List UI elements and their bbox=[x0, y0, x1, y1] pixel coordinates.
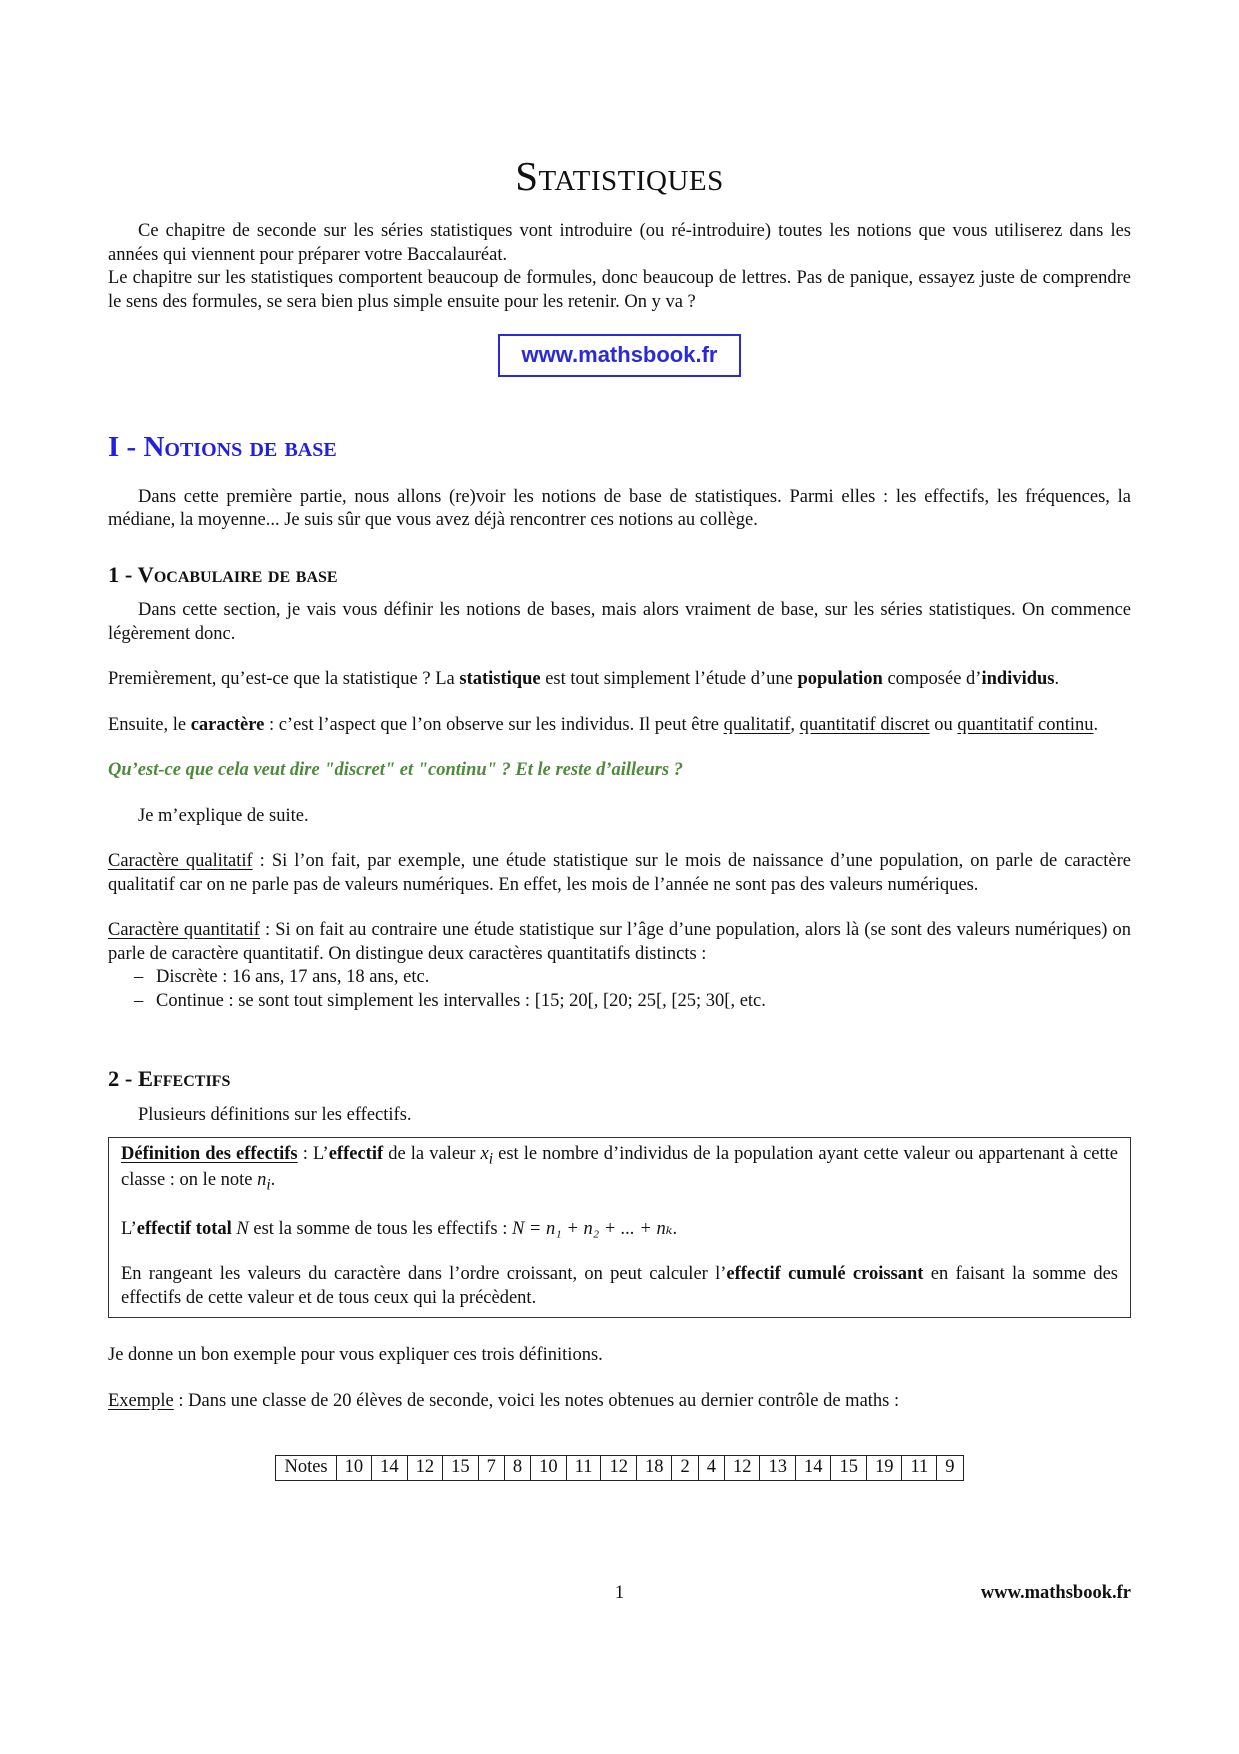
definition-effectif-cumule: En rangeant les valeurs du caractère dans l’ordre croissant, on peut calculer l’effectif cumulé croissant en faisant la somme des effectifs de cette valeur et de tous ceux qui la précèdent. bbox=[121, 1264, 1118, 1308]
table-cell: 14 bbox=[795, 1456, 831, 1480]
term-population: population bbox=[797, 669, 883, 690]
table-cell: 10 bbox=[531, 1456, 567, 1480]
table-cell: 4 bbox=[698, 1456, 724, 1480]
intro-paragraph-1: Ce chapitre de seconde sur les séries statistiques vont introduire (ou ré-introduire) toutes les notions que vous utiliserez dans les années qui viennent pour préparer votre Baccalauréat. bbox=[108, 221, 1131, 265]
table-cell: 8 bbox=[504, 1456, 530, 1480]
table-cell: 14 bbox=[372, 1456, 408, 1480]
vocab-paragraph-caractere: Ensuite, le caractère : c’est l’aspect que l’on observe sur les individus. Il peut être qualitatif, quantitatif discret ou quantitatif continu. bbox=[108, 714, 1099, 735]
page bbox=[108, 150, 1131, 1481]
term-quantitatif-continu: quantitatif continu bbox=[957, 714, 1094, 735]
table-cell: 12 bbox=[724, 1456, 760, 1480]
question-discret-continu: Qu’est-ce que cela veut dire "discret" et "continu" ? Et le reste d’ailleurs ? bbox=[108, 760, 683, 781]
definition-effectif: Définition des effectifs : L’effectif de la valeur $x_i$ est le nombre d’individus de la population ayant cette valeur ou appartenant à cette classe : on le note $n_i$. bbox=[121, 1144, 1118, 1195]
table-cell: 13 bbox=[760, 1456, 796, 1480]
table-cell: 2 bbox=[672, 1456, 698, 1480]
quantitatif-paragraph: Caractère quantitatif : Si on fait au contraire une étude statistique sur l’âge d’une population, alors là (se sont des valeurs numériques) on parle de caractère quantitatif. On distingue deux caractères quantitatifs distincts : bbox=[108, 920, 1132, 964]
definition-box bbox=[108, 1137, 1131, 1318]
term-individus: individus bbox=[981, 669, 1055, 690]
list-item: – Discrète : 16 ans, 17 ans, 18 ans, etc. bbox=[134, 966, 1131, 989]
quantitatif-list bbox=[108, 966, 1131, 1013]
term-quantitatif-discret: quantitatif discret bbox=[799, 714, 930, 735]
table-header-cell: Notes bbox=[276, 1456, 336, 1480]
table-cell: 9 bbox=[937, 1456, 963, 1480]
subsection-2-title: 2 - Effectifs bbox=[108, 1066, 231, 1092]
page-number: 1 bbox=[614, 1583, 625, 1603]
table-row bbox=[276, 1456, 963, 1480]
qualitatif-paragraph: Caractère qualitatif : Si l’on fait, par exemple, une étude statistique sur le mois de naissance d’une population, on parle de caractère qualitatif car on ne parle pas de valeurs numériques. En effet, les mois de l’année ne sont pas des valeurs numériques. bbox=[108, 851, 1131, 895]
table-cell: 12 bbox=[601, 1456, 637, 1480]
definition-effectif-total: L’effectif total N est la somme de tous les effectifs : N = n₁ + n₂ + ... + nₖ. bbox=[121, 1218, 678, 1239]
example-intro: Je donne un bon exemple pour vous expliquer ces trois définitions. bbox=[108, 1345, 603, 1366]
site-link[interactable]: www.mathsbook.fr bbox=[498, 334, 742, 377]
table-cell: 15 bbox=[831, 1456, 867, 1480]
footer bbox=[108, 1582, 1131, 1608]
page-title: Statistiques bbox=[515, 153, 724, 199]
example-label: Exemple bbox=[108, 1390, 174, 1411]
term-qualitatif: qualitatif bbox=[723, 714, 791, 735]
table-cell: 10 bbox=[336, 1456, 372, 1480]
term-statistique: statistique bbox=[459, 669, 541, 690]
section-1-intro: Dans cette première partie, nous allons (re)voir les notions de base de statistiques. Parmi elles : les effectifs, les fréquences, la médiane, la moyenne... Je suis sûr que vous avez déjà rencontrer ces notions au collège. bbox=[108, 486, 1131, 531]
list-item: – Continue : se sont tout simplement les intervalles : [15; 20[, [20; 25[, [25; 30[, etc. bbox=[134, 990, 1131, 1013]
explain-line: Je m’explique de suite. bbox=[138, 805, 309, 826]
table-cell: 12 bbox=[407, 1456, 443, 1480]
term-caractere: caractère bbox=[190, 714, 265, 735]
section-1-title: I - Notions de base bbox=[108, 430, 337, 463]
notes-table bbox=[275, 1455, 963, 1480]
formula-total: N = n₁ + n₂ + ... + nₖ bbox=[511, 1218, 673, 1239]
effectifs-intro: Plusieurs définitions sur les effectifs. bbox=[138, 1104, 412, 1125]
table-cell: 11 bbox=[902, 1456, 937, 1480]
example-paragraph: Exemple : Dans une classe de 20 élèves de seconde, voici les notes obtenues au dernier contrôle de maths : bbox=[108, 1390, 900, 1411]
vocab-paragraph-1: Dans cette section, je vais vous définir les notions de bases, mais alors vraiment de base, sur les séries statistiques. On commence légèrement donc. bbox=[108, 600, 1131, 644]
vocab-paragraph-statistique: Premièrement, qu’est-ce que la statistique ? La statistique est tout simplement l’étude d’une population composée d’individus. bbox=[108, 669, 1060, 690]
table-cell: 15 bbox=[443, 1456, 479, 1480]
intro-paragraph-2: Le chapitre sur les statistiques comportent beaucoup de formules, donc beaucoup de lettres. Pas de panique, essayez juste de comprendre le sens des formules, se sera bien plus simple ensuite pour les retenir. On y va ? bbox=[108, 268, 1131, 312]
table-cell: 7 bbox=[478, 1456, 504, 1480]
subsection-1-title: 1 - Vocabulaire de base bbox=[108, 561, 338, 587]
definition-label: Définition des effectifs bbox=[121, 1144, 298, 1165]
table-cell: 18 bbox=[636, 1456, 672, 1480]
quantitatif-label: Caractère quantitatif bbox=[108, 920, 260, 941]
table-cell: 11 bbox=[566, 1456, 601, 1480]
site-link-wrapper bbox=[108, 334, 1131, 377]
qualitatif-label: Caractère qualitatif bbox=[108, 851, 253, 872]
table-cell: 19 bbox=[866, 1456, 902, 1480]
footer-url[interactable]: www.mathsbook.fr bbox=[980, 1583, 1131, 1603]
